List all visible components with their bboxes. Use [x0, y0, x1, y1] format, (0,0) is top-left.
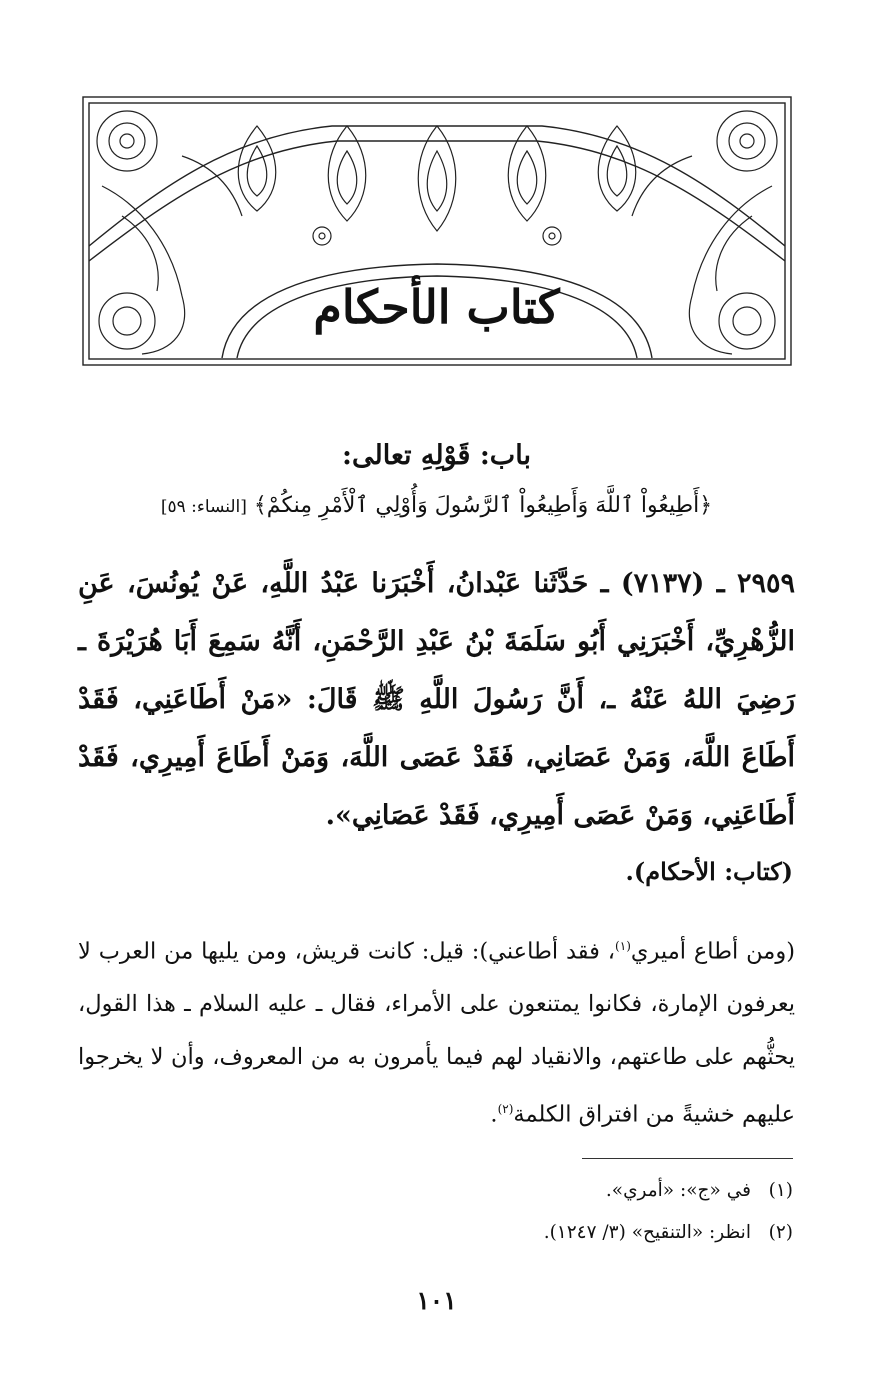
footnote-separator — [582, 1158, 793, 1159]
footnote-text: انظر: «التنقيح» (٣/ ١٢٤٧). — [543, 1222, 751, 1243]
footnote-number: (٢) — [768, 1222, 793, 1243]
footnote-marker-1[interactable]: (١) — [615, 939, 631, 953]
page-number: ١٠١ — [416, 1286, 457, 1315]
footnote-text: في «ج»: «أمري». — [605, 1180, 751, 1201]
footnote-1 — [606, 1180, 793, 1201]
footnote-marker-2[interactable]: (٢) — [497, 1102, 514, 1116]
hadith-text: ٢٩٥٩ ـ (٧١٣٧) ـ حَدَّثَنا عَبْدانُ، أَخْبَرَنا عَبْدُ اللَّهِ، عَنْ يُونُسَ، عَنِ الزُّهْرِيِّ، أَخْبَرَنِي أَبُو سَلَمَةَ بْنُ عَبْدِ الرَّحْمَنِ، أَنَّهُ سَمِعَ أَبَا هُرَيْرَةَ ـ رَضِيَ اللهُ عَنْهُ ـ، أَنَّ رَسُولَ اللَّهِ ﷺ قَالَ: «مَنْ أَطَاعَنِي، فَقَدْ أَطَاعَ اللَّهَ، وَمَنْ عَصَانِي، فَقَدْ عَصَى اللَّهَ، وَمَنْ أَطَاعَ أَمِيرِي، فَقَدْ أَطَاعَنِي، وَمَنْ عَصَى أَمِيرِي، فَقَدْ عَصَانِي». — [78, 568, 795, 831]
commentary-quote: (ومن أطاع أميري — [630, 938, 795, 965]
commentary-body: ، فقد أطاعني): قيل: كانت قريش، ومن يليها من العرب لا يعرفون الإمارة، فكانوا يمتنعون على الأمراء، فقال ـ عليه السلام ـ هذا القول، يحثُّهم على طاعتهم، والانقياد لهم فيما يأمرون به من المعروف، وأن لا يخرجوا عليهم خشيةً من افتراق الكلمة — [78, 938, 795, 1128]
quran-verse — [80, 493, 793, 518]
section-label: (كتاب: الأحكام). — [625, 857, 793, 886]
footnote-2 — [544, 1222, 793, 1243]
verse-text: ﴿أَطِيعُواْ ٱللَّهَ وَأَطِيعُواْ ٱلرَّسُولَ وَأُوْلِي ٱلْأَمْرِ مِنكُمْ﴾ — [253, 493, 713, 518]
verse-reference: [النساء: ٥٩] — [160, 497, 247, 517]
commentary-paragraph — [78, 920, 795, 1141]
chapter-heading: باب: قَوْلِهِ تعالى: — [342, 440, 531, 471]
commentary-end: . — [490, 1101, 498, 1128]
book-title: كتاب الأحكام — [313, 280, 560, 334]
footnote-number: (١) — [768, 1180, 793, 1201]
